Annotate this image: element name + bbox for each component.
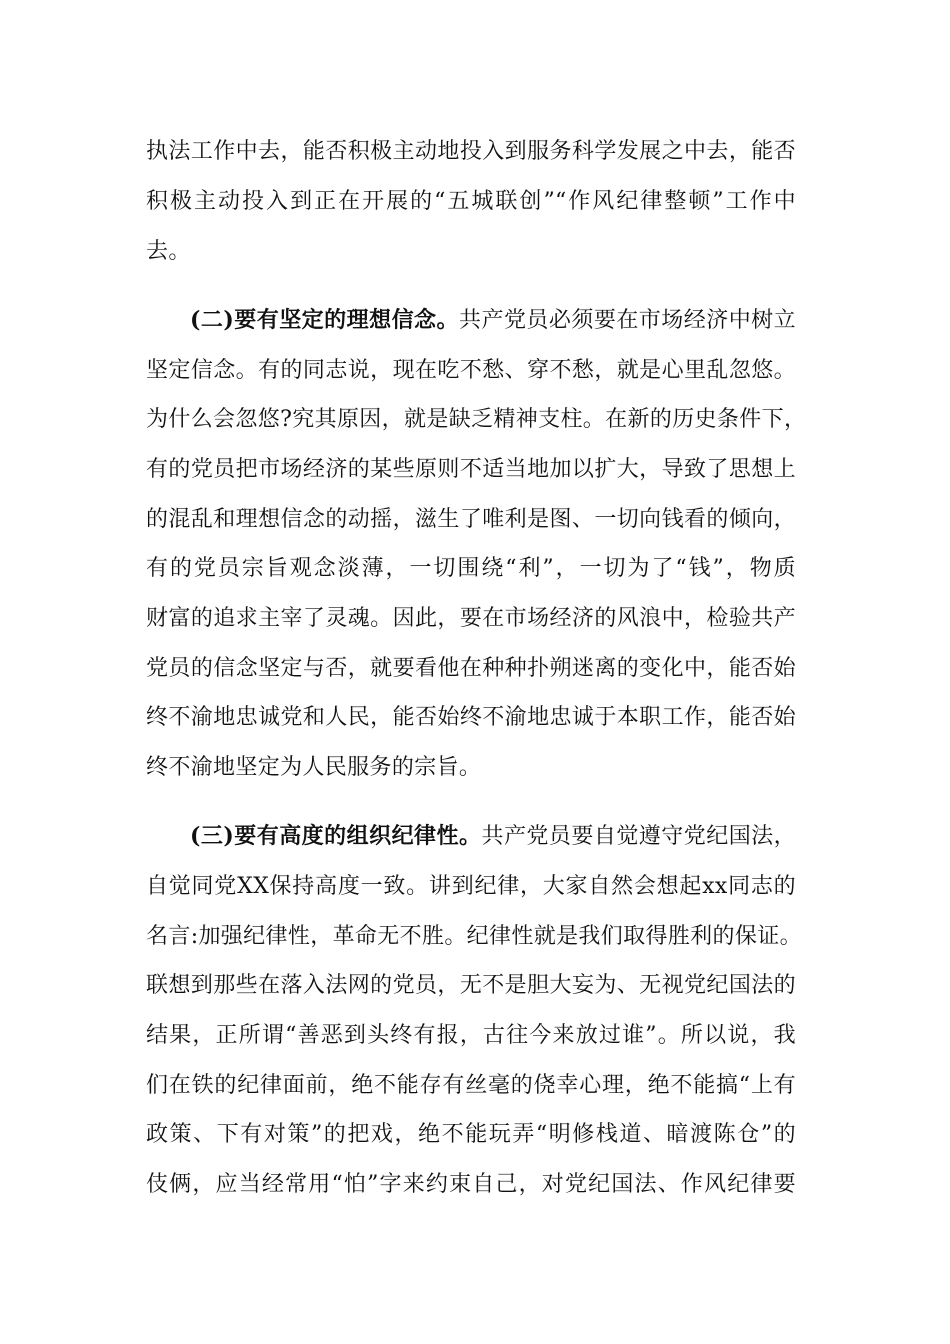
- paragraph-2-line-1: [190, 305, 796, 335]
- paragraph-3-line-4: 联想到那些在落入法网的党员，无不是胆大妄为、无视党纪国法的: [146, 973, 796, 998]
- paragraph-3-line-2: 自觉同党XX保持高度一致。讲到纪律，大家自然会想起xx同志的: [146, 874, 796, 899]
- paragraph-1-line-3: 去。: [146, 239, 191, 264]
- paragraph-3-line-8: 伎俩，应当经常用“怕”字来约束自己，对党纪国法、作风纪律要: [146, 1172, 796, 1197]
- paragraph-3-line-7: 政策、下有对策”的把戏，绝不能玩弄“明修栈道、暗渡陈仓”的: [146, 1122, 796, 1147]
- paragraph-2-line-9: 终不渝地忠诚党和人民，能否始终不渝地忠诚于本职工作，能否始: [146, 705, 796, 730]
- paragraph-2-line-10: 终不渝地坚定为人民服务的宗旨。: [146, 755, 482, 780]
- paragraph-3-line-1-text: 共产党员要自觉遵守党纪国法，: [481, 824, 796, 849]
- paragraph-2-line-6: 有的党员宗旨观念淡薄，一切围绕“利”，一切为了“钱”，物质: [146, 556, 796, 581]
- paragraph-3-line-6: 们在铁的纪律面前，绝不能存有丝毫的侥幸心理，绝不能搞“上有: [146, 1073, 796, 1098]
- paragraph-3-line-5: 结果，正所谓“善恶到头终有报，古往今来放过谁”。所以说，我: [146, 1023, 796, 1048]
- section-heading-3: (三)要有高度的组织纪律性。: [190, 823, 482, 849]
- paragraph-2-line-3: 为什么会忽悠?究其原因，就是缺乏精神支柱。在新的历史条件下，: [146, 407, 807, 432]
- paragraph-2-line-8: 党员的信念坚定与否，就要看他在种种扑朔迷离的变化中，能否始: [146, 656, 796, 681]
- paragraph-1-line-1: 执法工作中去，能否积极主动地投入到服务科学发展之中去，能否: [146, 139, 796, 164]
- paragraph-3-line-1: [190, 821, 796, 851]
- paragraph-1-line-2: 积极主动投入到正在开展的“五城联创”“作风纪律整顿”工作中: [146, 189, 796, 214]
- paragraph-2-line-1-text: 共产党员必须要在市场经济中树立: [459, 308, 796, 333]
- paragraph-2-line-5: 的混乱和理想信念的动摇，滋生了唯利是图、一切向钱看的倾向，: [146, 507, 796, 532]
- paragraph-2-line-2: 坚定信念。有的同志说，现在吃不愁、穿不愁，就是心里乱忽悠。: [146, 358, 796, 383]
- paragraph-2-line-7: 财富的追求主宰了灵魂。因此，要在市场经济的风浪中，检验共产: [146, 606, 796, 631]
- paragraph-3-line-3: 名言:加强纪律性，革命无不胜。纪律性就是我们取得胜利的保证。: [146, 924, 802, 949]
- section-heading-2: (二)要有坚定的理想信念。: [190, 307, 459, 333]
- paragraph-2-line-4: 有的党员把市场经济的某些原则不适当地加以扩大，导致了思想上: [146, 457, 796, 482]
